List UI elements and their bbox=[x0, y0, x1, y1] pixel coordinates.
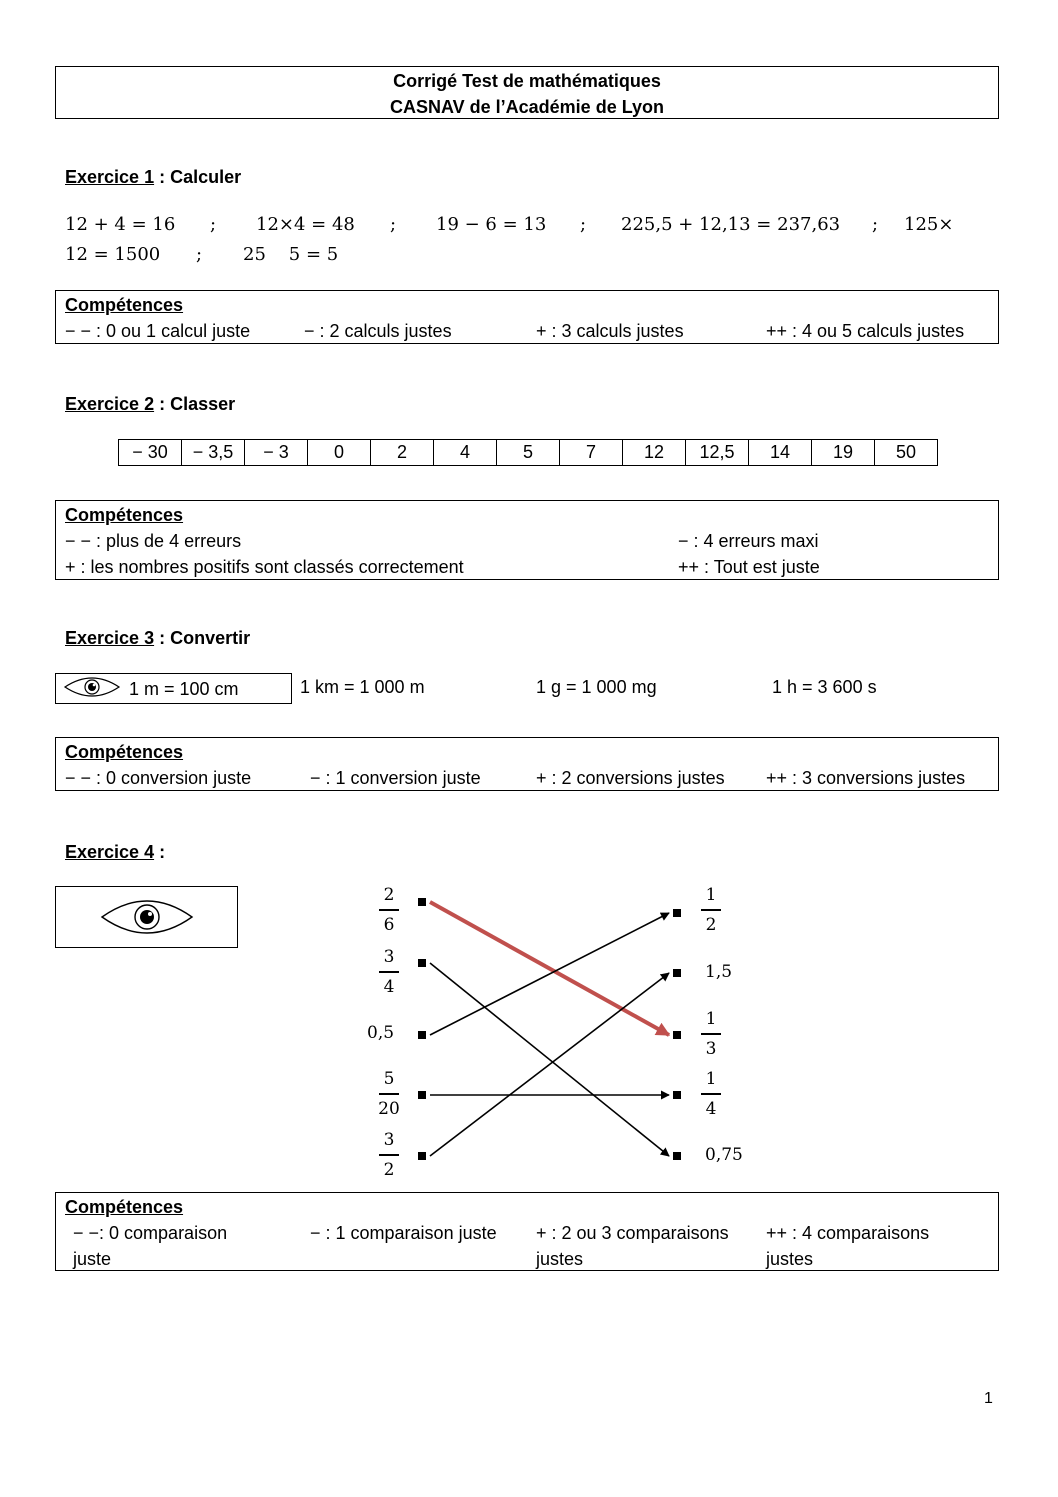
competence-item: − : 2 calculs justes bbox=[304, 321, 452, 341]
left-anchor-dot bbox=[418, 898, 426, 906]
title-line-1: Corrigé Test de mathématiques bbox=[393, 71, 661, 91]
competence-item: + : 3 calculs justes bbox=[536, 321, 684, 341]
competence-item: − −: 0 comparaison bbox=[73, 1223, 228, 1243]
link-arrow bbox=[430, 973, 669, 1156]
page-number: 1 bbox=[984, 1390, 993, 1407]
title-line-2: CASNAV de l’Académie de Lyon bbox=[389, 97, 665, 117]
competence-item: justes bbox=[536, 1249, 584, 1269]
competence-item: − : 1 conversion juste bbox=[310, 768, 481, 788]
separator: ; bbox=[580, 214, 587, 235]
competences-title: Compétences bbox=[65, 1197, 184, 1217]
left-anchor-dot bbox=[418, 1091, 426, 1099]
competences-box-4 bbox=[55, 1192, 999, 1271]
left-anchor-dot bbox=[418, 1031, 426, 1039]
left-anchor-dot bbox=[418, 959, 426, 967]
left-fraction-3-2: 3 2 bbox=[369, 1129, 409, 1181]
exercise-2-label: Exercice 2 bbox=[65, 394, 155, 414]
calc-6: 25 5 = 5 bbox=[243, 244, 339, 265]
example-conversion: 1 m = 100 cm bbox=[129, 679, 239, 699]
competence-item: − − : 0 ou 1 calcul juste bbox=[65, 321, 251, 341]
right-fraction-1-3: 1 3 bbox=[691, 1008, 731, 1060]
table-cell: 5 bbox=[497, 440, 560, 466]
right-anchor-dot bbox=[673, 909, 681, 917]
right-fraction-1-2: 1 2 bbox=[691, 884, 731, 936]
competence-item: − : 4 erreurs maxi bbox=[678, 531, 819, 551]
exercise-2-subtitle: : Classer bbox=[154, 394, 236, 414]
competence-item: justes bbox=[766, 1249, 814, 1269]
table-cell: 2 bbox=[371, 440, 434, 466]
calc-5-start: 125× bbox=[904, 214, 954, 235]
competence-item: + : 2 ou 3 comparaisons bbox=[536, 1223, 729, 1243]
calc-4: 225,5 + 12,13 = 237,63 bbox=[621, 214, 841, 235]
calc-2: 12×4 = 48 bbox=[256, 214, 355, 235]
exercise-3-subtitle: : Convertir bbox=[154, 628, 251, 648]
right-anchor-dot bbox=[673, 1031, 681, 1039]
competence-item: ++ : 4 ou 5 calculs justes bbox=[766, 321, 965, 341]
competence-item: ++ : 3 conversions justes bbox=[766, 768, 966, 788]
calc-5-end: 12 = 1500 bbox=[65, 244, 161, 265]
right-decimal-1-5: 1,5 bbox=[705, 962, 733, 982]
separator: ; bbox=[872, 214, 879, 235]
competences-title: Compétences bbox=[65, 505, 184, 525]
left-decimal-0-5: 0,5 bbox=[367, 1023, 395, 1043]
conversion-answer: 1 h = 3 600 s bbox=[772, 677, 877, 697]
table-cell: 12 bbox=[623, 440, 686, 466]
left-fraction-3-4: 3 4 bbox=[369, 946, 409, 998]
exercise-1-label: Exercice 1 bbox=[65, 167, 155, 187]
link-arrow bbox=[430, 963, 669, 1156]
right-fraction-1-4: 1 4 bbox=[691, 1068, 731, 1120]
right-anchor-dot bbox=[673, 969, 681, 977]
left-fraction-2-6: 2 6 bbox=[369, 884, 409, 936]
separator: ; bbox=[210, 214, 217, 235]
competence-item: − − : 0 conversion juste bbox=[65, 768, 252, 788]
example-link-arrow bbox=[430, 902, 669, 1035]
calc-1: 12 + 4 = 16 bbox=[65, 214, 176, 235]
table-cell: 50 bbox=[875, 440, 938, 466]
right-anchor-dot bbox=[673, 1152, 681, 1160]
competence-item: − : 1 comparaison juste bbox=[310, 1223, 497, 1243]
table-cell: − 30 bbox=[119, 440, 182, 466]
separator: ; bbox=[196, 244, 203, 265]
competences-title: Compétences bbox=[65, 742, 184, 762]
exercise-4-label: Exercice 4 bbox=[65, 842, 155, 862]
exercise-4-subtitle: : bbox=[154, 842, 166, 862]
competence-item: + : les nombres positifs sont classés correctement bbox=[65, 557, 464, 577]
table-cell: 4 bbox=[434, 440, 497, 466]
competence-item: ++ : Tout est juste bbox=[678, 557, 820, 577]
competences-title: Compétences bbox=[65, 295, 184, 315]
competence-item: + : 2 conversions justes bbox=[536, 768, 725, 788]
table-cell: − 3 bbox=[245, 440, 308, 466]
table-cell: − 3,5 bbox=[182, 440, 245, 466]
table-cell: 12,5 bbox=[686, 440, 749, 466]
left-fraction-5-20: 5 20 bbox=[378, 1069, 400, 1119]
left-anchor-dot bbox=[418, 1152, 426, 1160]
conversion-answer: 1 g = 1 000 mg bbox=[536, 677, 657, 697]
right-decimal-0-75: 0,75 bbox=[705, 1145, 743, 1165]
exercise-3-label: Exercice 3 bbox=[65, 628, 155, 648]
right-anchor-dot bbox=[673, 1091, 681, 1099]
table-cell: 14 bbox=[749, 440, 812, 466]
calc-3: 19 − 6 = 13 bbox=[436, 214, 547, 235]
table-cell: 7 bbox=[560, 440, 623, 466]
table-cell: 19 bbox=[812, 440, 875, 466]
conversion-answer: 1 km = 1 000 m bbox=[300, 677, 425, 697]
exercise-1-subtitle: : Calculer bbox=[154, 167, 242, 187]
competence-item: ++ : 4 comparaisons bbox=[766, 1223, 930, 1243]
competence-item: juste bbox=[73, 1249, 112, 1269]
separator: ; bbox=[390, 214, 397, 235]
table-cell: 0 bbox=[308, 440, 371, 466]
competence-item: − − : plus de 4 erreurs bbox=[65, 531, 242, 551]
